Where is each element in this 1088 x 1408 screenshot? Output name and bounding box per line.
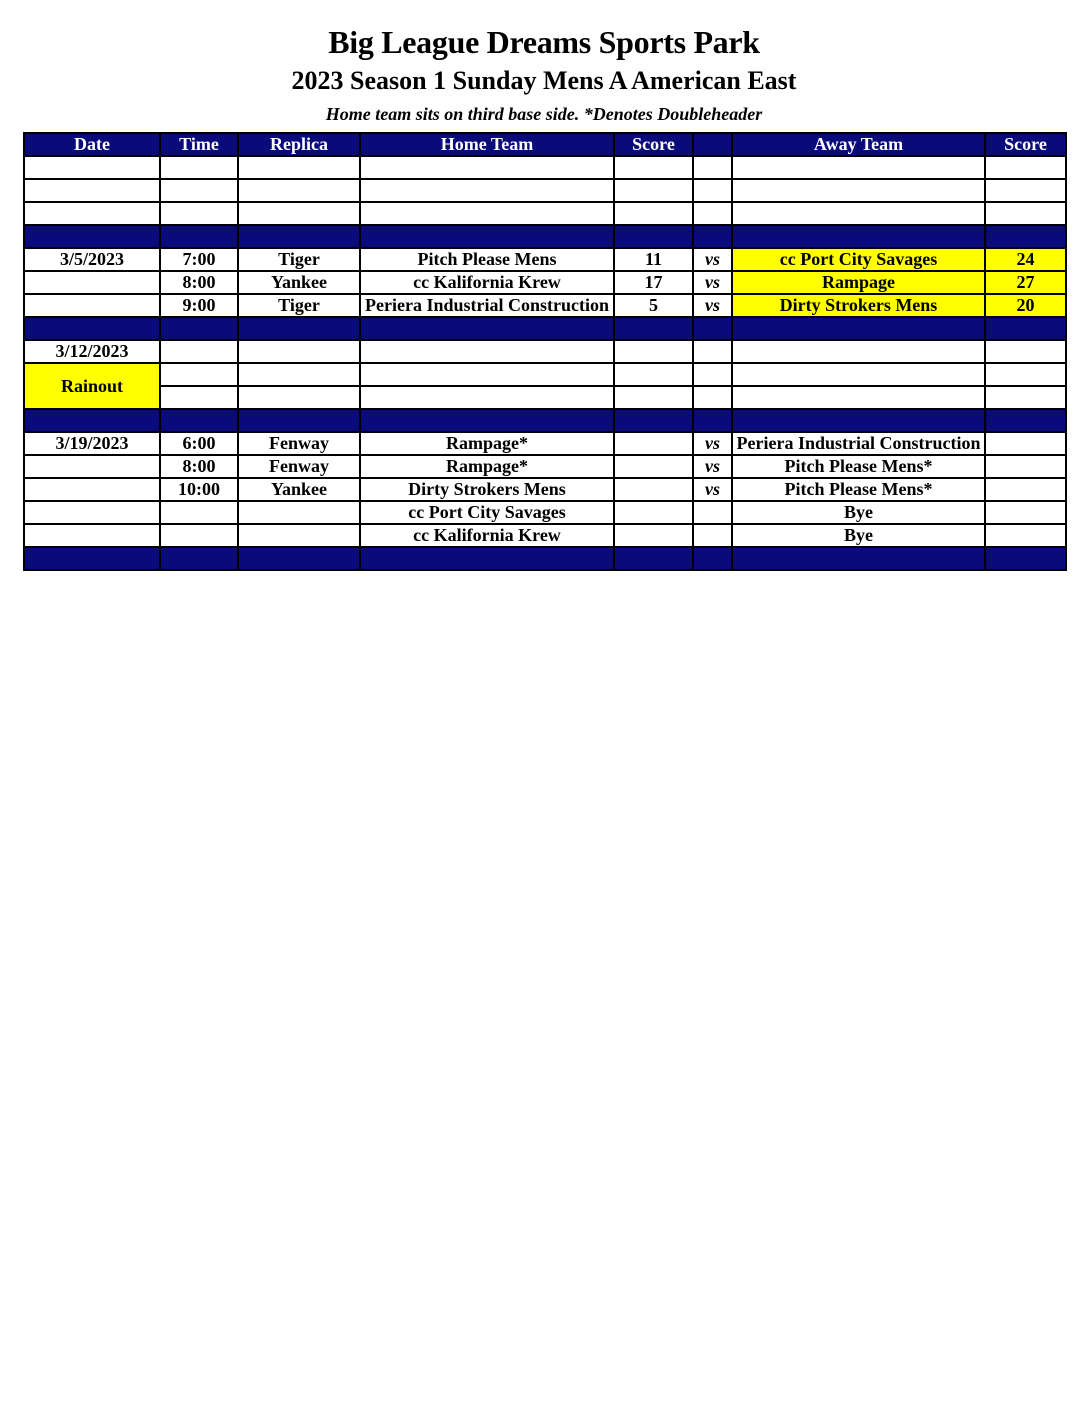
- home-score: 5: [614, 294, 693, 317]
- bye-label: Bye: [732, 501, 985, 524]
- home-team: cc Kalifornia Krew: [360, 271, 614, 294]
- column-header-time: Time: [160, 133, 238, 156]
- away-score: 20: [985, 294, 1066, 317]
- game-date: [24, 455, 160, 478]
- vs-label: vs: [693, 455, 732, 478]
- game-date: 3/12/2023: [24, 340, 160, 363]
- game-date: [24, 294, 160, 317]
- home-score: [614, 455, 693, 478]
- table-row: [24, 386, 1066, 409]
- game-replica: Tiger: [238, 294, 360, 317]
- away-score: [985, 455, 1066, 478]
- bye-team: cc Port City Savages: [360, 501, 614, 524]
- home-team: Rampage*: [360, 432, 614, 455]
- away-team: Rampage: [732, 271, 985, 294]
- home-team: Rampage*: [360, 455, 614, 478]
- away-score: 24: [985, 248, 1066, 271]
- page-title: Big League Dreams Sports Park: [328, 24, 760, 60]
- game-time: 7:00: [160, 248, 238, 271]
- game-replica: Yankee: [238, 478, 360, 501]
- away-team: Dirty Strokers Mens: [732, 294, 985, 317]
- vs-label: vs: [693, 271, 732, 294]
- home-score: 17: [614, 271, 693, 294]
- game-replica: Fenway: [238, 432, 360, 455]
- column-header-away-team: Away Team: [732, 133, 985, 156]
- empty-row: [24, 156, 1066, 179]
- table-row: [24, 455, 1066, 478]
- column-header-away-score: Score: [985, 133, 1066, 156]
- game-time: 6:00: [160, 432, 238, 455]
- table-row: [24, 248, 1066, 271]
- home-score: 11: [614, 248, 693, 271]
- home-score: [614, 478, 693, 501]
- game-time: 10:00: [160, 478, 238, 501]
- table-row: [24, 524, 1066, 547]
- page-subtitle: 2023 Season 1 Sunday Mens A American East: [291, 66, 797, 95]
- away-score: [985, 478, 1066, 501]
- column-header-home-team: Home Team: [360, 133, 614, 156]
- game-date: [24, 478, 160, 501]
- game-time: 9:00: [160, 294, 238, 317]
- separator-row: [24, 317, 1066, 340]
- home-team: Dirty Strokers Mens: [360, 478, 614, 501]
- table-row: [24, 363, 1066, 386]
- bye-team: cc Kalifornia Krew: [360, 524, 614, 547]
- game-date: 3/5/2023: [24, 248, 160, 271]
- rainout-badge: Rainout: [24, 363, 160, 409]
- game-replica: Fenway: [238, 455, 360, 478]
- game-date: [24, 271, 160, 294]
- game-replica: Yankee: [238, 271, 360, 294]
- home-score: [614, 432, 693, 455]
- vs-label: vs: [693, 294, 732, 317]
- table-row: [24, 501, 1066, 524]
- home-team: Periera Industrial Construction: [360, 294, 614, 317]
- table-row: [24, 294, 1066, 317]
- column-header-vs: [693, 133, 732, 156]
- separator-row: [24, 409, 1066, 432]
- away-team: Pitch Please Mens*: [732, 478, 985, 501]
- away-team: Periera Industrial Construction: [732, 432, 985, 455]
- table-row: [24, 340, 1066, 363]
- home-team: Pitch Please Mens: [360, 248, 614, 271]
- separator-row: [24, 225, 1066, 248]
- column-header-replica: Replica: [238, 133, 360, 156]
- away-team: cc Port City Savages: [732, 248, 985, 271]
- column-header-date: Date: [24, 133, 160, 156]
- bye-label: Bye: [732, 524, 985, 547]
- schedule-note: Home team sits on third base side. *Denotes Doubleheader: [325, 104, 763, 124]
- empty-row: [24, 202, 1066, 225]
- schedule-table: [23, 132, 1067, 571]
- game-date: 3/19/2023: [24, 432, 160, 455]
- header-row: [24, 133, 1066, 156]
- vs-label: vs: [693, 432, 732, 455]
- table-row: [24, 271, 1066, 294]
- game-replica: Tiger: [238, 248, 360, 271]
- table-row: [24, 478, 1066, 501]
- away-score: [985, 432, 1066, 455]
- away-team: Pitch Please Mens*: [732, 455, 985, 478]
- away-score: 27: [985, 271, 1066, 294]
- vs-label: vs: [693, 478, 732, 501]
- separator-row: [24, 547, 1066, 570]
- game-time: 8:00: [160, 455, 238, 478]
- vs-label: vs: [693, 248, 732, 271]
- empty-row: [24, 179, 1066, 202]
- column-header-home-score: Score: [614, 133, 693, 156]
- table-row: [24, 432, 1066, 455]
- game-time: 8:00: [160, 271, 238, 294]
